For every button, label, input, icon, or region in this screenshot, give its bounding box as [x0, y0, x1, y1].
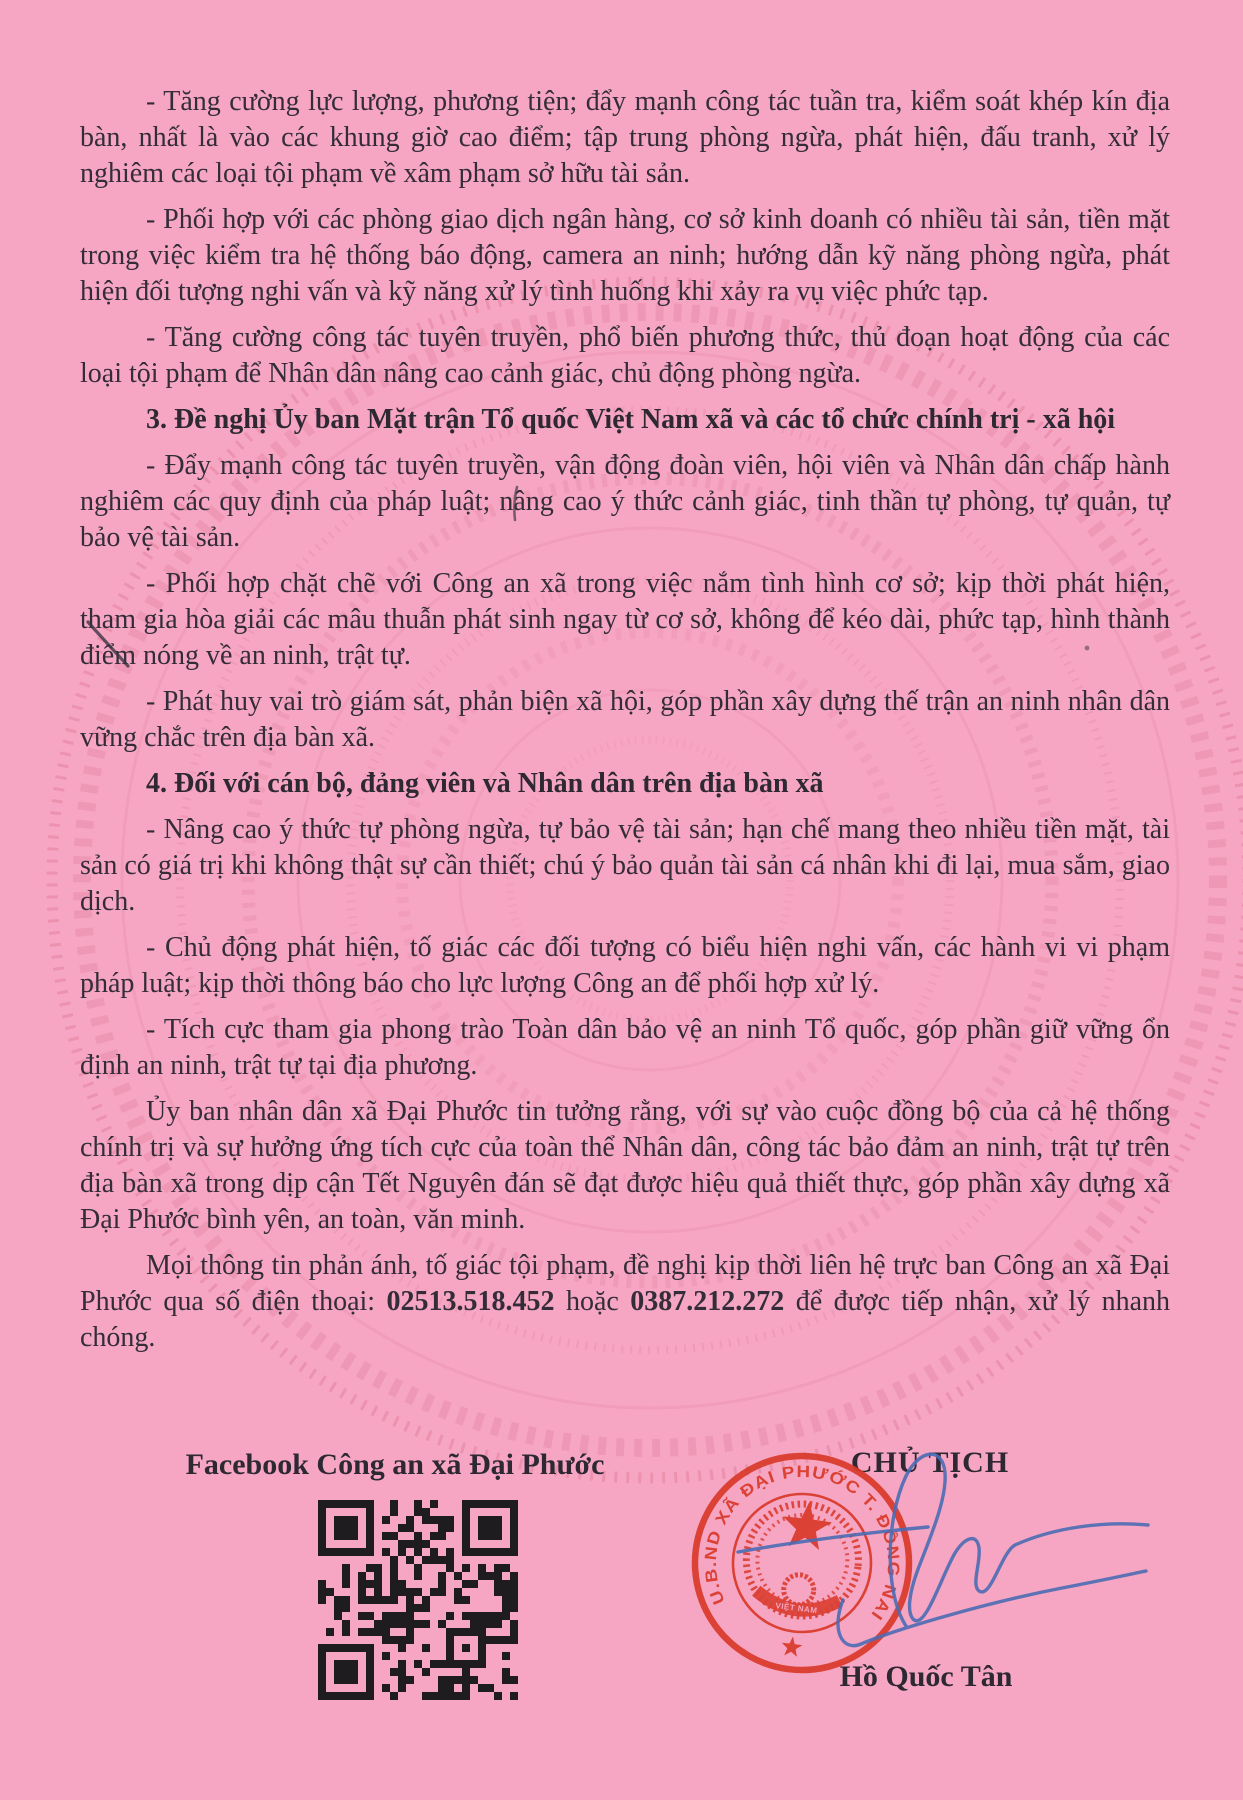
- seal-ring-text: U.B.ND XÃ ĐẠI PHƯỚC T. ĐỒNG NAI: [701, 1462, 903, 1624]
- section-heading-3: 3. Đề nghị Ủy ban Mặt trận Tổ quốc Việt Nam xã và các tổ chức chính trị - xã hội: [146, 404, 1116, 435]
- paragraph-propaganda: - Tăng cường công tác tuyên truyền, phổ biến phương thức, thủ đoạn hoạt động của các loại tội phạm để Nhân dân nâng cao cảnh giác, chủ động phòng ngừa.: [80, 322, 1170, 389]
- seal-banner-text: VIỆT NAM: [774, 1601, 818, 1616]
- section-heading-4: 4. Đối với cán bộ, đảng viên và Nhân dân trên địa bàn xã: [146, 768, 824, 799]
- contact-text-after: để được tiếp nhận, xử lý nhanh chóng.: [80, 1286, 1171, 1353]
- paragraph-coordinate: - Phối hợp chặt chẽ với Công an xã trong việc nắm tình hình cơ sở; kịp thời phát hiện, tham gia hòa giải các mâu thuẫn phát sinh ngay từ cơ sở, không để kéo dài, phức tạp, hình thành điểm nóng về an ninh, trật tự.: [80, 568, 1170, 671]
- paragraph-banks: - Phối hợp với các phòng giao dịch ngân hàng, cơ sở kinh doanh có nhiều tài sản, tiền mặt trong việc kiểm tra hệ thống báo động, camera an ninh; hướng dẫn kỹ năng phòng ngừa, phát hiện đối tượng nghi vấn và kỹ năng xử lý tình huống khi xảy ra vụ việc phức tạp.: [80, 204, 1170, 307]
- pen-marks: [88, 487, 1089, 666]
- facebook-page-label: Facebook Công an xã Đại Phước: [185, 1448, 605, 1481]
- paragraph-report: - Chủ động phát hiện, tố giác các đối tượng có biểu hiện nghi vấn, các hành vi vi phạm pháp luật; kịp thời thông báo cho lực lượng Công an để phối hợp xử lý.: [80, 932, 1170, 999]
- chairman-name: Hồ Quốc Tân: [839, 1660, 1013, 1693]
- seal-bottom-star-icon: [780, 1635, 803, 1657]
- paragraph-selfprotect: - Nâng cao ý thức tự phòng ngừa, tự bảo vệ tài sản; hạn chế mang theo nhiều tiền mặt, tài sản có giá trị khi không thật sự cần thiết; chú ý bảo quản tài sản cá nhân khi đi lại, mua sắm, giao dịch.: [80, 814, 1170, 917]
- official-seal: [683, 1444, 921, 1682]
- phone-number-2: 0387.212.272: [630, 1286, 785, 1317]
- paragraph-patrol: - Tăng cường lực lượng, phương tiện; đẩy mạnh công tác tuần tra, kiểm soát khép kín địa bàn, nhất là vào các khung giờ cao điểm; tập trung phòng ngừa, phát hiện, đấu tranh, xử lý nghiêm các loại tội phạm về xâm phạm sở hữu tài sản.: [80, 86, 1170, 189]
- chairman-signature: [738, 1454, 1148, 1645]
- paragraph-supervise: - Phát huy vai trò giám sát, phản biện xã hội, góp phần xây dựng thế trận an ninh nhân dân vững chắc trên địa bàn xã.: [80, 686, 1170, 753]
- contact-text-before: Mọi thông tin phản ánh, tố giác tội phạm, đề nghị kịp thời liên hệ trực ban Công an xã Đại Phước qua số điện thoại:: [80, 1250, 1170, 1317]
- contact-text-middle: hoặc: [554, 1286, 631, 1317]
- paragraph-movement: - Tích cực tham gia phong trào Toàn dân bảo vệ an ninh Tổ quốc, góp phần giữ vững ổn định an ninh, trật tự tại địa phương.: [80, 1014, 1170, 1081]
- chairman-title: CHỦ TỊCH: [850, 1446, 1010, 1479]
- paragraph-mobilize: - Đẩy mạnh công tác tuyên truyền, vận động đoàn viên, hội viên và Nhân dân chấp hành nghiêm các quy định của pháp luật; nâng cao ý thức cảnh giác, tinh thần tự phòng, tự quản, tự bảo vệ tài sản.: [80, 450, 1170, 553]
- phone-number-1: 02513.518.452: [386, 1286, 555, 1317]
- paragraph-conclusion: Ủy ban nhân dân xã Đại Phước tin tưởng rằng, với sự vào cuộc đồng bộ của cả hệ thống chính trị và sự hưởng ứng tích cực của toàn thể Nhân dân, công tác bảo đảm an ninh, trật tự trên địa bàn xã trong dịp cận Tết Nguyên đán sẽ đạt được hiệu quả thiết thực, góp phần xây dựng xã Đại Phước bình yên, an toàn, văn minh.: [80, 1096, 1170, 1235]
